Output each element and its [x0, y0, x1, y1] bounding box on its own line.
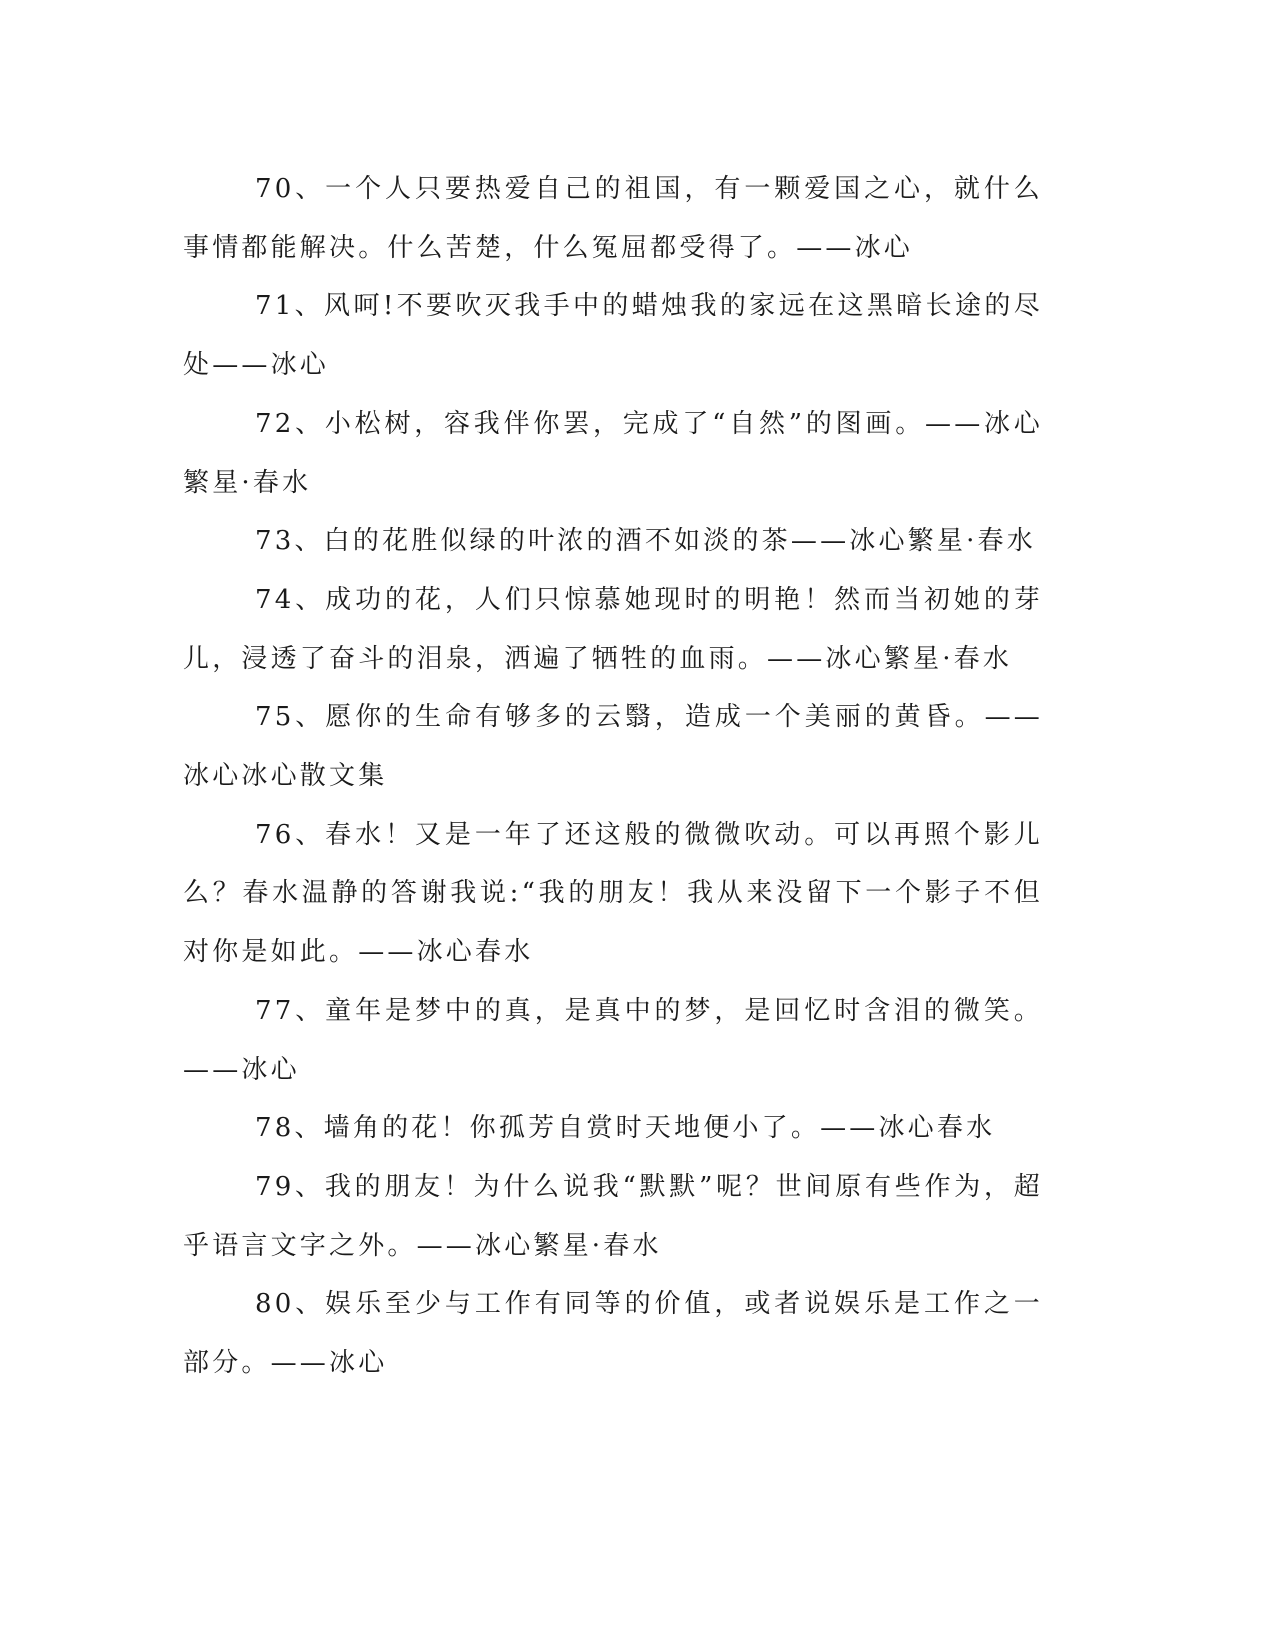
quote-paragraph: 77、童年是梦中的真，是真中的梦，是回忆时含泪的微笑。——冰心: [183, 995, 1043, 1085]
quote-paragraph: 71、风呵!不要吹灭我手中的蜡烛我的家远在这黑暗长途的尽处——冰心: [183, 291, 1043, 381]
quote-paragraph: 74、成功的花，人们只惊慕她现时的明艳！然而当初她的芽儿，浸透了奋斗的泪泉，洒遍了牺牲的血雨。——冰心繁星·春水: [183, 584, 1043, 674]
quote-paragraph: 79、我的朋友！为什么说我“默默”呢？世间原有些作为，超乎语言文字之外。——冰心繁星·春水: [183, 1171, 1043, 1261]
quote-paragraph: 73、白的花胜似绿的叶浓的酒不如淡的茶——冰心繁星·春水: [255, 526, 1036, 557]
quote-paragraph: 75、愿你的生命有够多的云翳，造成一个美丽的黄昏。——冰心冰心散文集: [183, 702, 1043, 792]
quote-paragraph: 78、墙角的花！你孤芳自赏时天地便小了。——冰心春水: [255, 1113, 996, 1144]
quote-list: [183, 160, 1043, 1393]
quote-paragraph: 76、春水！又是一年了还这般的微微吹动。可以再照个影儿么？春水温静的答谢我说:“我的朋友！我从来没留下一个影子不但对你是如此。——冰心春水: [183, 819, 1043, 968]
quote-paragraph: 70、一个人只要热爱自己的祖国，有一颗爱国之心，就什么事情都能解决。什么苦楚，什么冤屈都受得了。——冰心: [183, 174, 1043, 263]
quote-paragraph: 72、小松树，容我伴你罢，完成了“自然”的图画。——冰心繁星·春水: [183, 408, 1043, 498]
quote-paragraph: 80、娱乐至少与工作有同等的价值，或者说娱乐是工作之一部分。——冰心: [183, 1289, 1043, 1379]
